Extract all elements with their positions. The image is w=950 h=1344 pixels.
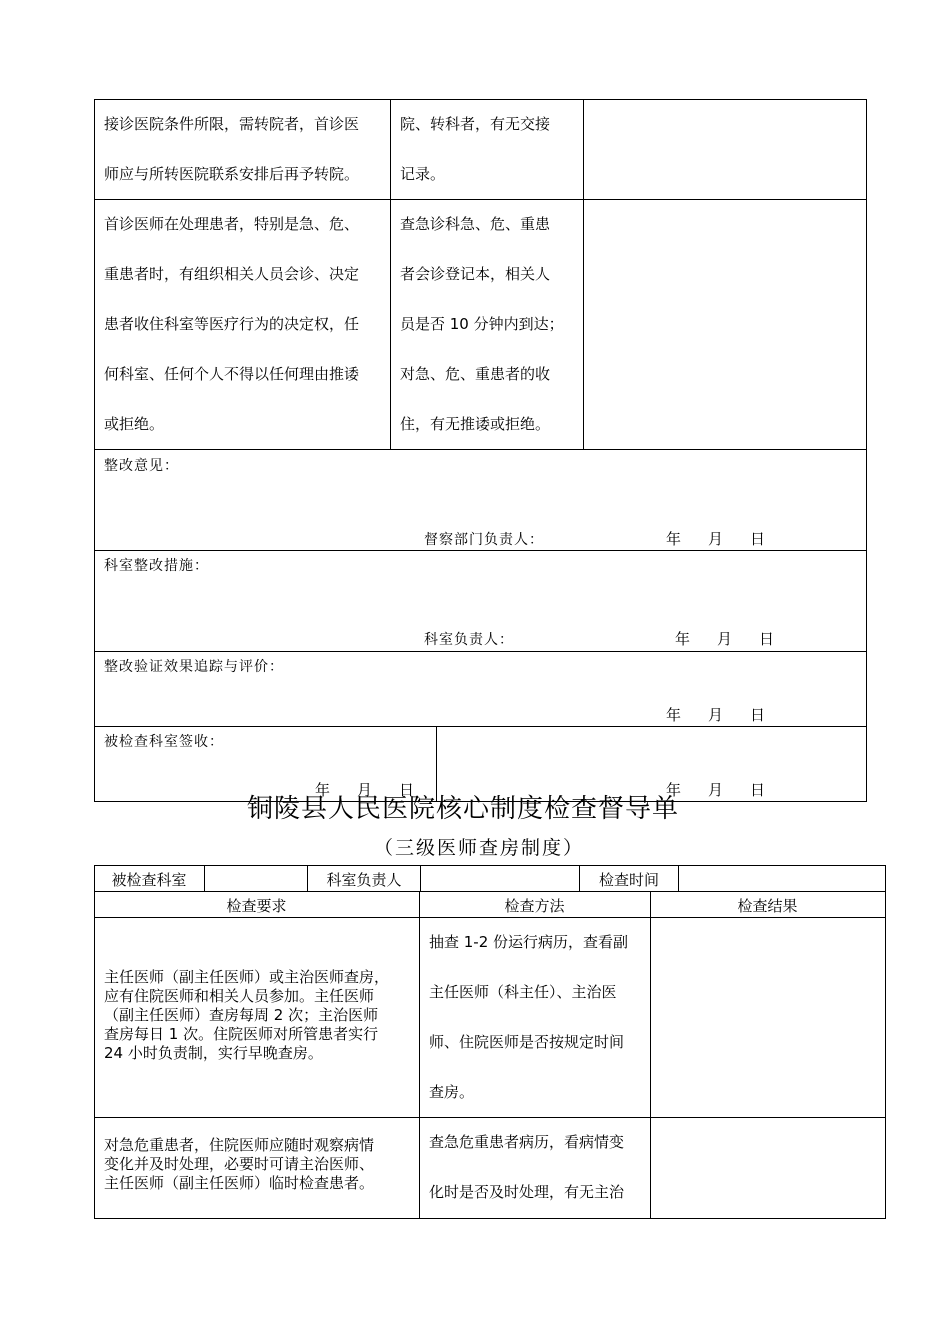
dept-measures-label: 科室整改措施： bbox=[104, 558, 209, 574]
date-day: 日 bbox=[759, 630, 775, 648]
check-time-label: 检查时间 bbox=[598, 871, 659, 889]
date-month: 月 bbox=[708, 706, 724, 724]
date-day: 日 bbox=[750, 706, 766, 724]
upper-row2-requirement: 首诊医师在处理患者，特别是急、危、 重患者时，有组织相关人员会诊、决定 患者收住科室等医疗行为的决定权，任 何科室、任何个人不得以任何理由推诿 或拒绝。 bbox=[104, 215, 360, 433]
page-title: 铜陵县人民医院核心制度检查督导单 bbox=[247, 794, 680, 824]
signoff-right-date bbox=[666, 779, 765, 800]
date-day: 日 bbox=[750, 530, 766, 548]
upper-row2-method: 查急诊科急、危、重患 者会诊登记本，相关人 员是否 10 分钟内到达； 对急、危、重患者的收 住，有无推诿或拒绝。 bbox=[400, 215, 564, 433]
rectify-opinion-date bbox=[666, 528, 765, 549]
upper-row1-requirement: 接诊医院条件所限，需转院者，首诊医 师应与所转医院联系安排后再予转院。 bbox=[104, 115, 360, 183]
date-month: 月 bbox=[717, 630, 733, 648]
date-year: 年 bbox=[666, 781, 682, 799]
lower-row1-method: 抽查 1-2 份运行病历，查看副 主任医师（科主任）、主治医 师、住院医师是否按规定时间 查房。 bbox=[429, 933, 629, 1101]
dept-measures-date bbox=[675, 628, 774, 649]
upper-row1-method: 院、转科者，有无交接 记录。 bbox=[400, 115, 551, 183]
lower-row1-requirement: 主任医师（副主任医师）或主治医师查房， 应有住院医师和相关人员参加。主任医师 （副主任医师）查房每周 2 次；主治医师 查房每日 1 次。住院医师对所管患者实行 24 小时负责制，实行早晚查房。 bbox=[104, 968, 390, 1062]
rectify-opinion-signer: 督察部门负责人： bbox=[424, 532, 544, 548]
date-month: 月 bbox=[357, 781, 373, 799]
dept-label: 被检查科室 bbox=[111, 871, 187, 889]
col-header-result: 检查结果 bbox=[737, 897, 798, 915]
page-subtitle: （三级医师查房制度） bbox=[374, 837, 585, 859]
date-year: 年 bbox=[666, 530, 682, 548]
dept-measures-signer: 科室负责人： bbox=[424, 632, 514, 648]
date-year: 年 bbox=[315, 781, 331, 799]
dept-head-label: 科室负责人 bbox=[326, 871, 402, 889]
date-year: 年 bbox=[675, 630, 691, 648]
col-header-requirement: 检查要求 bbox=[226, 897, 287, 915]
verification-label: 整改验证效果追踪与评价： bbox=[104, 659, 284, 675]
date-month: 月 bbox=[708, 530, 724, 548]
rectify-opinion-label: 整改意见： bbox=[104, 458, 179, 474]
verification-date bbox=[666, 704, 765, 725]
lower-row2-requirement: 对急危重患者，住院医师应随时观察病情 变化并及时处理，必要时可请主治医师、 主任医师（副主任医师）临时检查患者。 bbox=[104, 1136, 375, 1192]
date-day: 日 bbox=[750, 781, 766, 799]
signoff-label: 被检查科室签收： bbox=[104, 734, 224, 750]
date-day: 日 bbox=[399, 781, 415, 799]
date-month: 月 bbox=[708, 781, 724, 799]
col-header-method: 检查方法 bbox=[504, 897, 565, 915]
date-year: 年 bbox=[666, 706, 682, 724]
lower-row2-method: 查急危重患者病历，看病情变 化时是否及时处理，有无主治 bbox=[429, 1133, 625, 1201]
